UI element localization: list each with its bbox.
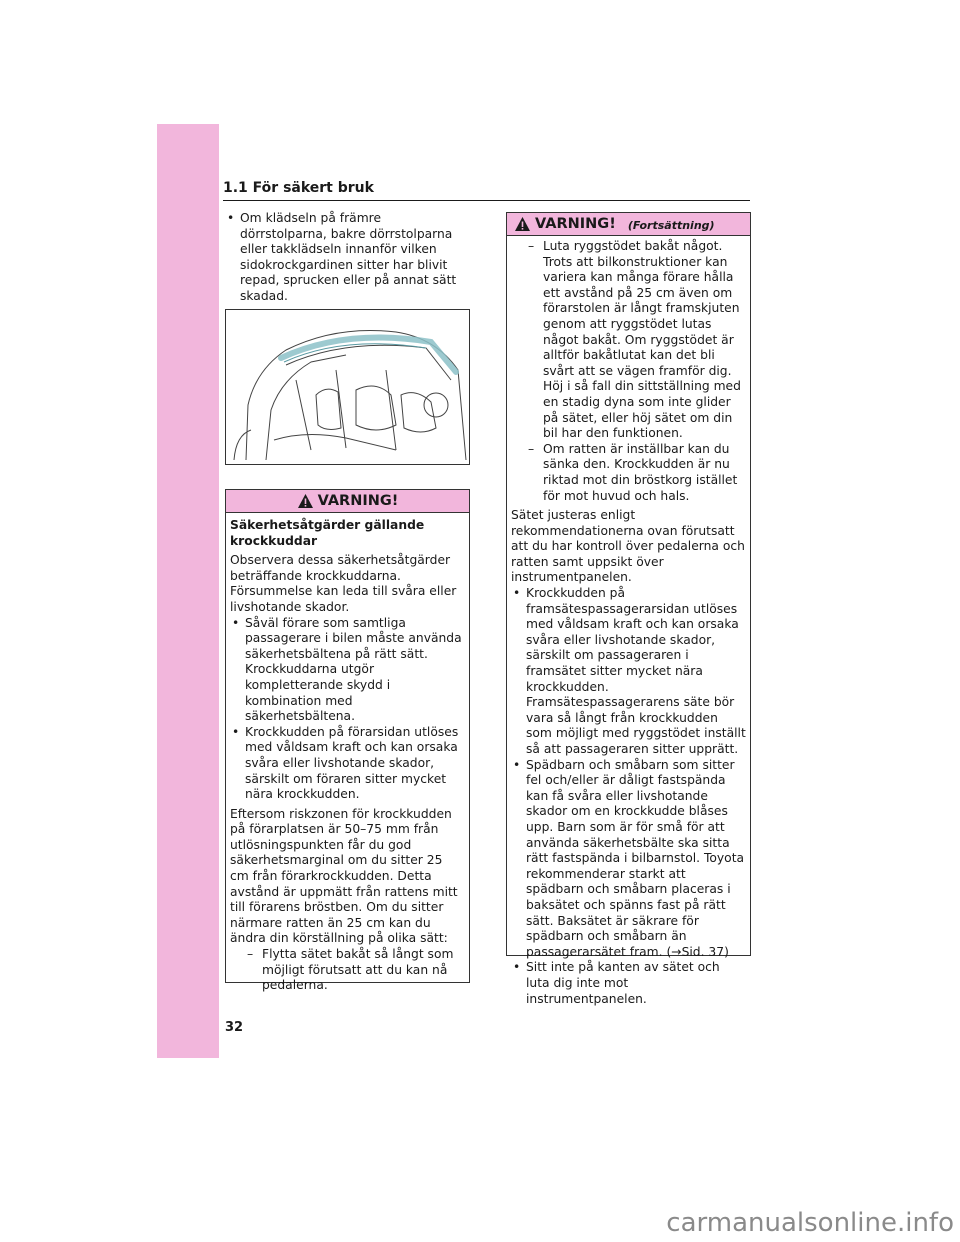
section-title: 1.1 För säkert bruk xyxy=(223,179,750,201)
left-intro xyxy=(225,211,468,305)
list-item: • Spädbarn och småbarn som sitter fel och/eller är dåligt fastspända kan få svåra eller livshotande skador om en krockkudde blåses upp. Barn som är för små för att använda säkerhetsbälte ska sitta rätt fastspända i bilbarnstol. Toyota rekommenderar starkt att spädbarn och småbarn placeras i baksätet och spänns fast på rätt sätt. Baksätet är säkrare för spädbarn och småbarn än passagerarsätet fram. (→Sid. 37) xyxy=(513,757,745,959)
warning-title: VARNING! xyxy=(317,493,399,509)
dash-item: – Flytta sätet bakåt så långt som möjligt förutsatt att du kan nå pedalerna. xyxy=(247,947,454,993)
list-item: • Såväl förare som samtliga passagerare i bilen måste använda säkerhetsbältena på rätt sätt. Krockkuddarna utgör kompletterande skydd i kombination med säkerhetsbältena. xyxy=(232,615,462,724)
dash-item: – Luta ryggstödet bakåt något. Trots att bilkonstruktioner kan variera kan många förare hålla ett avstånd på 25 cm även om förarstolen är långt framskjuten genom att ryggstödet lutas något bakåt. Om ryggstödet är alltför bakåtlutat kan det bli svårt att se vägen framför dig. Höj i så fall din sittställning med en stadig dyna som inte glider på sätet, eller höj sätet om din bil har den funktionen. xyxy=(528,239,741,441)
continued-label: (Fortsättning) xyxy=(627,219,715,232)
list-item: • Krockkudden på förarsidan utlöses med våldsam kraft och kan orsaka svåra eller livshotande skador, särskilt om föraren sitter mycket nära krockkudden. xyxy=(232,724,459,802)
warning-triangle-icon xyxy=(297,493,314,509)
bullet-text: Spädbarn och småbarn som sitter fel och/eller är dåligt fastspända kan få svåra eller livshotande skador om en krockkudde blåses upp. Barn som är för små för att använda säkerhetsbälte ska sitta rätt fastspända i bilbarnstol. Toyota rekommenderar starkt att spädbarn och småbarn placeras i baksätet och spänns fast på rätt sätt. Baksätet är säkrare för spädbarn och småbarn än passagerarsätet fram. (→Sid. 37) xyxy=(526,757,745,959)
list-item: • Krockkudden på framsätespassagerarsidan utlöses med våldsam kraft och kan orsaka svåra eller livshotande skador, särskilt om passageraren i framsätet sitter mycket nära krockkudden. Framsätespassagerarens säte bör vara så långt från krockkudden som möjligt med ryggstödet inställt så att passageraren sitter upprätt. xyxy=(513,586,746,756)
warning-title: VARNING! xyxy=(535,216,616,232)
warning-box-left xyxy=(225,489,470,993)
warning-subhead: Säkerhetsåtgärder gällande krockkuddar xyxy=(230,518,425,548)
list-item: • Om klädseln på främre dörrstolparna, bakre dörrstolparna eller takklädseln innanför vilken sidokrockgardinen sitter har blivit repad, sprucken eller på annat sätt skadad. xyxy=(227,211,457,303)
warning-triangle-icon xyxy=(514,216,531,232)
dash-text: Om ratten är inställbar kan du sänka den. Krockkudden är nu riktad mot din bröstkorg istället för mot huvud och hals. xyxy=(543,441,738,503)
bullet-text: Om klädseln på främre dörrstolparna, bakre dörrstolparna eller takklädseln innanför vilken sidokrockgardinen sitter har blivit repad, sprucken eller på annat sätt skadad. xyxy=(240,211,457,303)
bullet-text: Krockkudden på förarsidan utlöses med våldsam kraft och kan orsaka svåra eller livshotande skador, särskilt om föraren sitter mycket nära krockkudden. xyxy=(245,724,459,802)
warning-paragraph: Eftersom riskzonen för krockkudden på förarplatsen är 50–75 mm från utlösningspunkten får du god säkerhetsmarginal om du sitter 25 cm från förarkrockkudden. Detta avstånd är uppmätt från rattens mitt till förarens bröstben. Om du sitter närmare ratten än 25 cm kan du ändra din körställning på olika sätt: xyxy=(230,806,458,946)
warning-header xyxy=(507,213,750,236)
list-item: • Sitt inte på kanten av sätet och luta dig inte mot instrumentpanelen. xyxy=(513,960,720,1006)
dash-text: Flytta sätet bakåt så långt som möjligt förutsatt att du kan nå pedalerna. xyxy=(262,947,454,993)
bullet-text: Krockkudden på framsätespassagerarsidan utlöses med våldsam kraft och kan orsaka svåra eller livshotande skador, särskilt om passageraren i framsätet sitter mycket nära krockkudden. Framsätespassagerarens säte bör vara så långt från krockkudden som möjligt med ryggstödet inställt så att passageraren sitter upprätt. xyxy=(526,586,746,756)
curtain-airbag-illustration xyxy=(225,309,470,465)
warning-box-right xyxy=(506,212,751,1006)
bullet-text: Såväl förare som samtliga passagerare i bilen måste använda säkerhetsbältena på rätt sätt. Krockkuddarna utgör kompletterande skydd i kombination med säkerhetsbältena. xyxy=(245,615,462,724)
dash-item: – Om ratten är inställbar kan du sänka den. Krockkudden är nu riktad mot din bröstkorg istället för mot huvud och hals. xyxy=(528,441,738,503)
page-number: 32 xyxy=(225,1020,244,1035)
bullet-text: Sitt inte på kanten av sätet och luta dig inte mot instrumentpanelen. xyxy=(526,960,720,1006)
chapter-tab-strip xyxy=(157,124,219,1058)
dash-text: Luta ryggstödet bakåt något. Trots att bilkonstruktioner kan variera kan många förare hålla ett avstånd på 25 cm även om förarstolen är långt framskjuten genom att ryggstödet lutas något bakåt. Om ryggstödet är alltför bakåtlutat kan det bli svårt att se vägen framför dig. Höj i så fall din sittställning med en stadig dyna som inte glider på sätet, eller höj sätet om din bil har den funktionen. xyxy=(543,239,741,441)
warning-intro: Observera dessa säkerhetsåtgärder beträffande krockkuddarna. Försummelse kan leda till svåra eller livshotande skador. xyxy=(230,553,457,614)
warning-header xyxy=(226,490,469,513)
warning-paragraph: Sätet justeras enligt rekommendationerna ovan förutsatt att du har kontroll över pedalerna och ratten samt uppsikt över instrumentpanelen. xyxy=(511,508,745,585)
watermark-logo: carmanualsonline.info xyxy=(666,1208,954,1238)
